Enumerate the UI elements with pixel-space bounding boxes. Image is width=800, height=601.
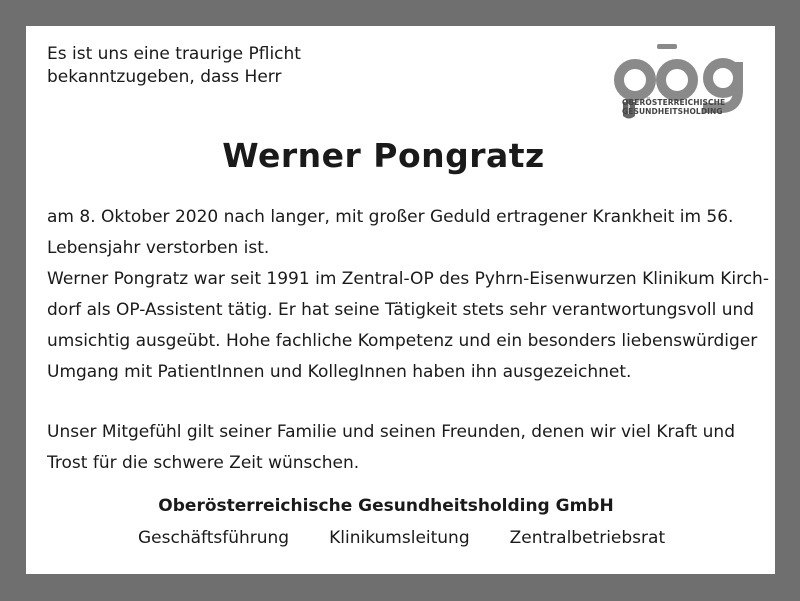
oeg-logo [599, 40, 759, 140]
intro-line-1: Es ist uns eine traurige Pflicht [47, 44, 301, 64]
signers-row [138, 528, 665, 548]
body-line: umsichtig ausgeübt. Hohe fachliche Kompetenz und ein besonders liebenswürdiger [47, 331, 758, 351]
logo-macron [657, 44, 677, 49]
logo-letter-o2 [661, 64, 693, 96]
logo-subtitle-line-2: GESUNDHEITSHOLDING [622, 107, 723, 116]
signer-management: Geschäftsführung [138, 528, 290, 548]
logo-subtitle-line-1: OBERÖSTERREICHISCHE [622, 98, 726, 107]
body-line: Lebensjahr verstorben ist. [47, 238, 270, 258]
condolence-text [47, 417, 757, 479]
closing-line: Unser Mitgefühl gilt seiner Familie und seinen Freunden, denen wir viel Kraft und [47, 422, 735, 442]
body-line: Werner Pongratz war seit 1991 im Zentral-OP des Pyhrn-Eisenwurzen Klinikum Kirch- [47, 269, 769, 289]
obituary-card [26, 26, 775, 574]
signer-works-council: Zentralbetriebsrat [509, 528, 666, 548]
logo-subtitle [622, 98, 725, 116]
organization-name: Oberösterreichische Gesundheitsholding GmbH [158, 496, 614, 516]
obituary-body [47, 202, 769, 388]
intro-text [47, 43, 301, 89]
body-line: Umgang mit PatientInnen und KollegInnen haben ihn ausgezeichnet. [47, 362, 632, 382]
body-line: dorf als OP-Assistent tätig. Er hat seine Tätigkeit stets sehr verantwortungsvoll und [47, 300, 755, 320]
deceased-name: Werner Pongratz [222, 136, 545, 175]
signer-clinic-management: Klinikumsleitung [329, 528, 470, 548]
intro-line-2: bekanntzugeben, dass Herr [47, 67, 282, 87]
closing-line: Trost für die schwere Zeit wünschen. [47, 453, 360, 473]
body-line: am 8. Oktober 2020 nach langer, mit großer Geduld ertragener Krankheit im 56. [47, 207, 734, 227]
logo-letter-o1 [619, 64, 651, 96]
